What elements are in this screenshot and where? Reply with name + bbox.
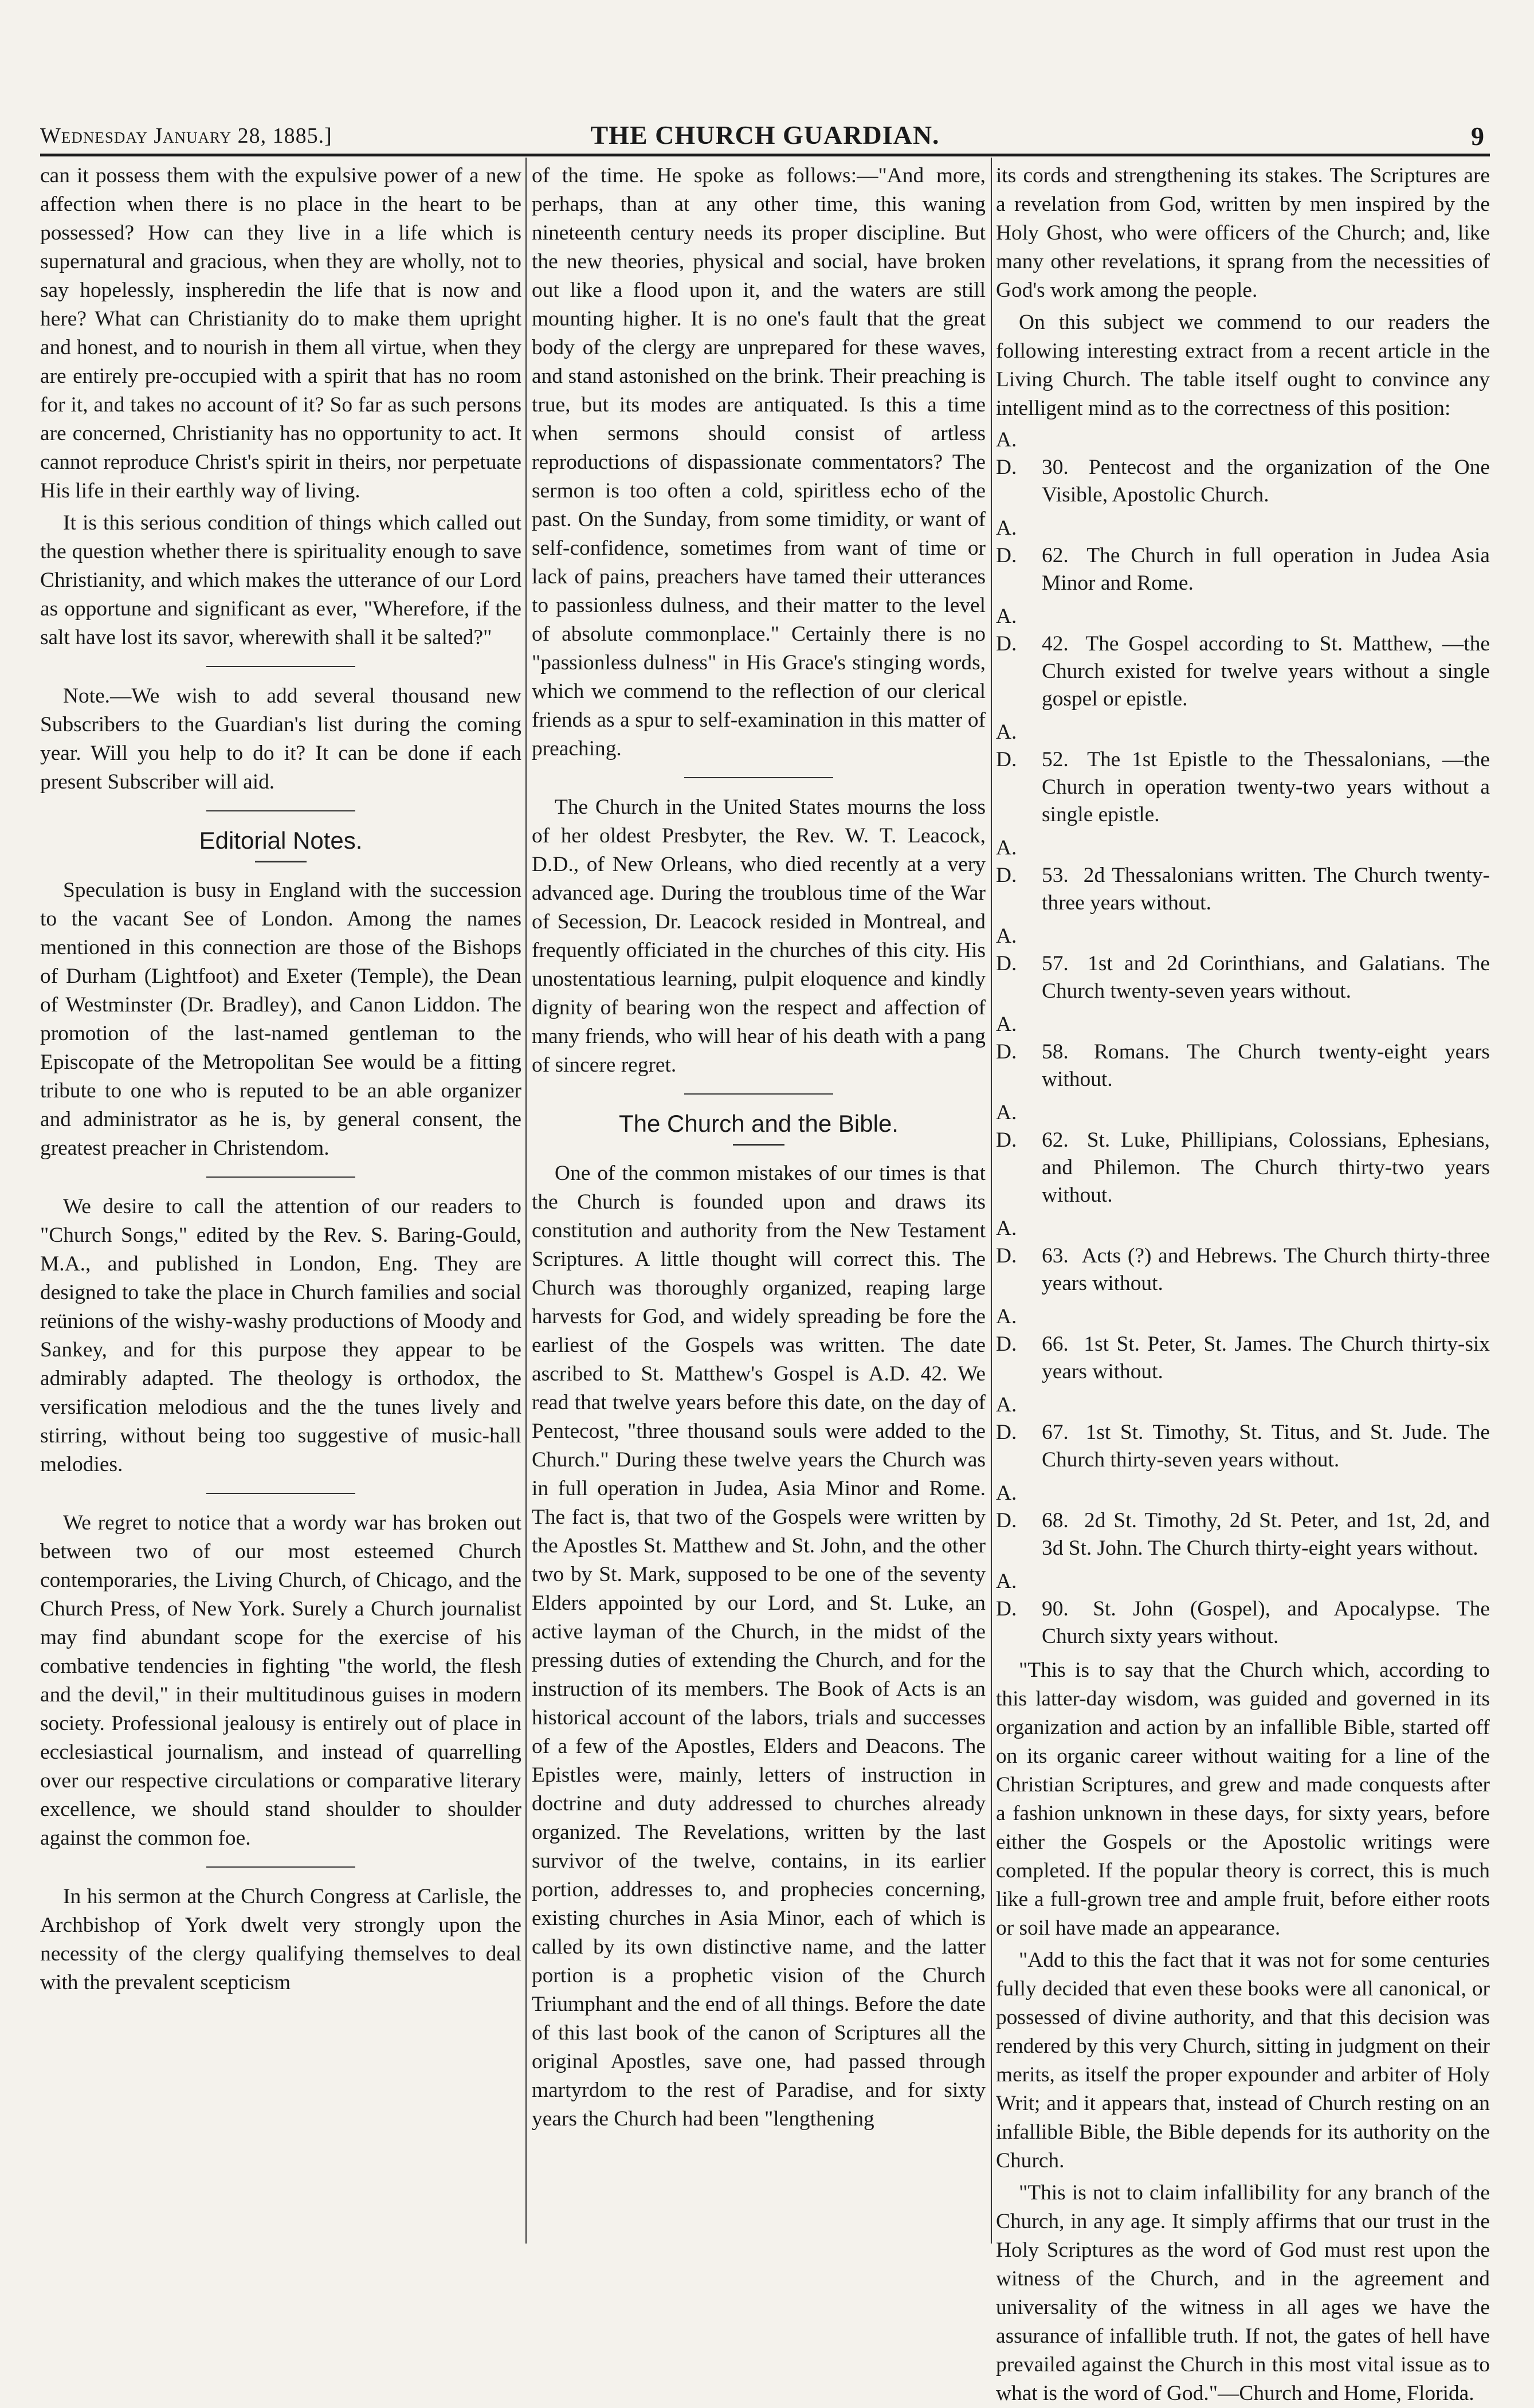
article-paragraph: We desire to call the attention of our readers to "Church Songs," edited by the Rev. S. Baring-Gould, M.A., and published in London, Eng. They are designed to take the place in Church families and social reünions of the wishy-washy productions of Moody and Sankey, and for this purpose they appear to be admirably adapted. The theology is orthodox, the versification melodious and the the tunes lively and stirring, without being too suggestive of music-hall melodies. [40,1195,521,1476]
timeline-entry [996,834,1490,917]
timeline-ad-label: A. D. [996,1101,1017,1152]
subscriber-note: Note.—We wish to add several thousand new Subscribers to the Guardian's list during the coming year. Will you help to do it? It can be done if each present Subscriber will aid. [40,684,521,794]
timeline-ad-label: A. D. [996,720,1017,771]
timeline-ad-label: A. D. [996,1217,1017,1268]
section-separator [206,810,355,811]
timeline-entry [996,426,1490,509]
timeline-entry [996,923,1490,1005]
timeline-text: 1st and 2d Corinthians, and Galatians. The Church twenty-seven years without. [1042,952,1490,1003]
timeline-text: The 1st Epistle to the Thessalonians, —the Church in operation twenty-two years without a single epistle. [1042,748,1490,826]
timeline-text: Acts (?) and Hebrews. The Church thirty-three years without. [1042,1244,1490,1295]
article-paragraph: of the time. He spoke as follows:—"And more, perhaps, than at any other time, this waning nineteenth century needs its proper discipline. But the new theories, physical and social, have broken out like a flood upon it, and the waters are still mounting higher. It is no one's fault that the great body of the clergy are unprepared for these waves, and stand astonished on the brink. Their preaching is true, but its modes are antiquated. Is this a time when sermons should consist of artless reproductions of dispassionate commentators? The sermon is too often a cold, spiritless echo of the past. On the Sunday, from some timidity, or want of self-confidence, sometimes from want of time or lack of pains, preachers have tamed their utterances to passionless dulness, and their matter to the level of absolute commonplace." Certainly there is no "passionless dulness" in His Grace's stinging words, which we commend to the reflection of our clerical friends as a spur to self-examination in this matter of preaching. [532,164,986,760]
section-separator [684,1093,833,1095]
article-paragraph: In his sermon at the Church Congress at Carlisle, the Archbishop of York dwelt very strongly upon the necessity of the clergy qualifying themselves to deal with the prevalent scepticism [40,1885,521,1994]
timeline-text: 2d St. Timothy, 2d St. Peter, and 1st, 2d, and 3d St. John. The Church thirty-eight years without. [1042,1509,1490,1560]
section-separator [206,1493,355,1494]
timeline-entry [996,1011,1490,1093]
timeline-entry [996,719,1490,829]
church-and-bible-heading: The Church and the Bible. [619,1110,899,1137]
column-1 [40,162,521,2242]
timeline-year: 30. [1042,456,1069,479]
timeline-year: 63. [1042,1244,1069,1268]
section-separator [206,666,355,667]
timeline-year: 67. [1042,1421,1069,1444]
timeline-ad-label: A. D. [996,1013,1017,1064]
timeline-ad-label: A. D. [996,1393,1017,1444]
column-divider [991,158,992,2244]
timeline-year: 53. [1042,864,1069,887]
timeline-text: The Church in full operation in Judea Asia Minor and Rome. [1042,544,1490,595]
scripture-timeline [996,426,1490,1650]
timeline-entry [996,1391,1490,1474]
timeline-ad-label: A. D. [996,1570,1017,1621]
timeline-year: 58. [1042,1040,1069,1064]
timeline-text: St. Luke, Phillipians, Colossians, Ephesians, and Philemon. The Church thirty-two years without. [1042,1128,1490,1207]
timeline-text: Romans. The Church twenty-eight years without. [1042,1040,1490,1091]
section-separator [684,777,833,778]
timeline-entry [996,603,1490,713]
column-2 [532,162,986,2242]
article-paragraph: its cords and strengthening its stakes. The Scriptures are a revelation from God, written by men inspired by the Holy Ghost, who were officers of the Church; and, like many other revelations, it sprang from the necessities of God's work among the people. [996,164,1490,302]
timeline-ad-label: A. D. [996,836,1017,887]
timeline-ad-label: A. D. [996,428,1017,479]
article-paragraph: On this subject we commend to our readers the following interesting extract from a recent article in the Living Church. The table itself ought to convince any intelligent mind as to the correctness of this position: [996,311,1490,420]
article-paragraph: We regret to notice that a wordy war has broken out between two of our most esteemed Church contemporaries, the Living Church, of Chicago, and the Church Press, of New York. Surely a Church journalist may find abundant scope for the exercise of his combative tendencies in fighting "the world, the flesh and the devil," in their multitudinous guises in modern society. Professional jealousy is entirely out of place in ecclesiastical journalism, and instead of quarrelling over our respective circulations or comparative literary excellence, we should stand shoulder to shoulder against the common foe. [40,1511,521,1850]
timeline-ad-label: A. D. [996,516,1017,567]
section-separator [206,1176,355,1178]
timeline-year: 90. [1042,1597,1069,1621]
heading-rule [255,861,307,862]
timeline-year: 62. [1042,1128,1069,1152]
timeline-year: 66. [1042,1332,1069,1356]
timeline-ad-label: A. D. [996,1481,1017,1532]
timeline-year: 57. [1042,952,1069,975]
timeline-entry [996,1568,1490,1650]
timeline-year: 68. [1042,1509,1069,1532]
timeline-text: 1st St. Timothy, St. Titus, and St. Jude. The Church thirty-seven years without. [1042,1421,1490,1472]
timeline-text: The Gospel according to St. Matthew, —the Church existed for twelve years without a single gospel or epistle. [1042,632,1490,711]
article-paragraph: The Church in the United States mourns the loss of her oldest Presbyter, the Rev. W. T. Leacock, D.D., of New Orleans, who died recently at a very advanced age. During the troublous time of the War of Secession, Dr. Leacock resided in Montreal, and frequently officiated in the churches of this city. His unostentatious learning, pulpit eloquence and kindly dignity of bearing won the respect and affection of many friends, who will hear of his death with a pang of sincere regret. [532,795,986,1077]
article-paragraph: "This is to say that the Church which, according to this latter-day wisdom, was guided and governed in its organization and action by an infallible Bible, started off on its organic career without waiting for a line of the Christian Scriptures, and grew and made conquests after a fashion unknown in these days, for sixty years, before either the Gospels or the Apostolic writings were completed. If the popular theory is correct, this is much like a full-grown tree and ample fruit, before either roots or soil have made an appearance. [996,1658,1490,1940]
timeline-text: 1st St. Peter, St. James. The Church thirty-six years without. [1042,1332,1490,1383]
column-divider [525,158,527,2244]
article-paragraph: "Add to this the fact that it was not for some centuries fully decided that even these books were all canonical, or possessed of divine authority, and that this decision was rendered by this very Church, sitting in judgment on their merits, as itself the proper expounder and arbiter of Holy Writ; and it appears that, instead of Church resting on an infallible Bible, the Bible depends for its authority on the Church. [996,1948,1490,2172]
masthead-title: THE CHURCH GUARDIAN. [590,120,940,150]
timeline-entry [996,1215,1490,1297]
article-paragraph: Speculation is busy in England with the succession to the vacant See of London. Among the names mentioned in this connection are those of the Bishops of Durham (Lightfoot) and Exeter (Temple), the Dean of Westminster (Dr. Bradley), and Canon Liddon. The promotion of the last-named gentleman to the Episcopate of the Metropolitan See would be a fitting tribute to one who is reputed to be an able organizer and administrator as he is, by general consent, the greatest preacher in Christendom. [40,879,521,1160]
timeline-text: Pentecost and the organization of the One Visible, Apostolic Church. [1042,456,1490,507]
column-3 [996,162,1490,2405]
timeline-ad-label: A. D. [996,1305,1017,1356]
header-rule [40,154,1490,156]
timeline-entry [996,515,1490,597]
timeline-entry [996,1303,1490,1386]
issue-date: Wednesday January 28, 1885.] [40,124,332,148]
heading-rule [733,1144,784,1146]
timeline-year: 52. [1042,748,1069,771]
article-paragraph: One of the common mistakes of our times is that the Church is founded upon and draws its constitution and authority from the New Testament Scriptures. A little thought will correct this. The Church was thoroughly organized, reaping large harvests for God, and widely spreading be fore the earliest of the Gospels was written. The date ascribed to St. Matthew's Gospel is A.D. 42. We read that twelve years before this date, on the day of Pentecost, "three thousand souls were added to the Church." During these twelve years the Church was in full operation in Judea, Asia Minor and Rome. The fact is, that two of the Gospels were written by the Apostles St. Matthew and St. John, and the other two by St. Mark, supposed to be one of the seventy Elders appointed by our Lord, and St. Luke, an active layman of the Church, in the midst of the pressing duties of extending the Church, and for the instruction of its members. The Book of Acts is an historical account of the labors, trials and successes of a few of the Apostles, Elders and Deacons. The Epistles were, mainly, letters of instruction in doctrine and duty addressed to churches already organized. The Revelations, written by the last survivor of the twelve, contains, in its earlier portion, addresses to, and prophecies concerning, existing churches in Asia Minor, each of which is called by its own distinctive name, and the latter portion is a prophetic vision of the Church Triumphant and the end of all things. Before the date of this last book of the canon of Scriptures all the original Apostles, save one, had passed through martyrdom to the rest of Paradise, and for sixty years the Church had been "lengthening [532,1162,986,2131]
timeline-text: St. John (Gospel), and Apocalypse. The Church sixty years without. [1042,1597,1490,1648]
timeline-year: 42. [1042,632,1069,656]
timeline-entry [996,1099,1490,1209]
timeline-ad-label: A. D. [996,924,1017,975]
timeline-ad-label: A. D. [996,605,1017,656]
article-paragraph: It is this serious condition of things which called out the question whether there is spirituality enough to save Christianity, and which makes the utterance of our Lord as opportune and significant as ever, "Wherefore, if the salt have lost its savor, wherewith shall it be salted?" [40,511,521,649]
timeline-text: 2d Thessalonians written. The Church twenty-three years without. [1042,864,1490,915]
article-paragraph: "This is not to claim infallibility for any branch of the Church, in any age. It simply affirms that our trust in the Holy Scriptures as the word of God must rest upon the witness of the Church, and in the agreement and universality of the witness in all ages we have the assurance of infallible truth. If not, the gates of hell have prevailed against the Church in this most vital issue as to what is the word of God."—Church and Home, Florida. [996,2181,1490,2405]
page-header [40,120,1490,158]
article-paragraph: can it possess them with the expulsive power of a new affection when there is no place in the heart to be possessed? How can they live in a life which is supernatural and gracious, when they are wholly, not to say hopelessly, inspheredin the life that is now and here? What can Christianity do to make them upright and honest, and to nourish in them all virtue, when they are entirely pre-occupied with a spirit that has no room for it, and takes no account of it? So far as such persons are concerned, Christianity has no opportunity to act. It cannot reproduce Christ's spirit in theirs, nor perpetuate His life in their earthly way of living. [40,164,521,503]
section-separator [206,1866,355,1868]
page-number: 9 [1471,121,1484,151]
timeline-entry [996,1480,1490,1562]
timeline-year: 62. [1042,544,1069,567]
editorial-notes-heading: Editorial Notes. [199,827,363,854]
